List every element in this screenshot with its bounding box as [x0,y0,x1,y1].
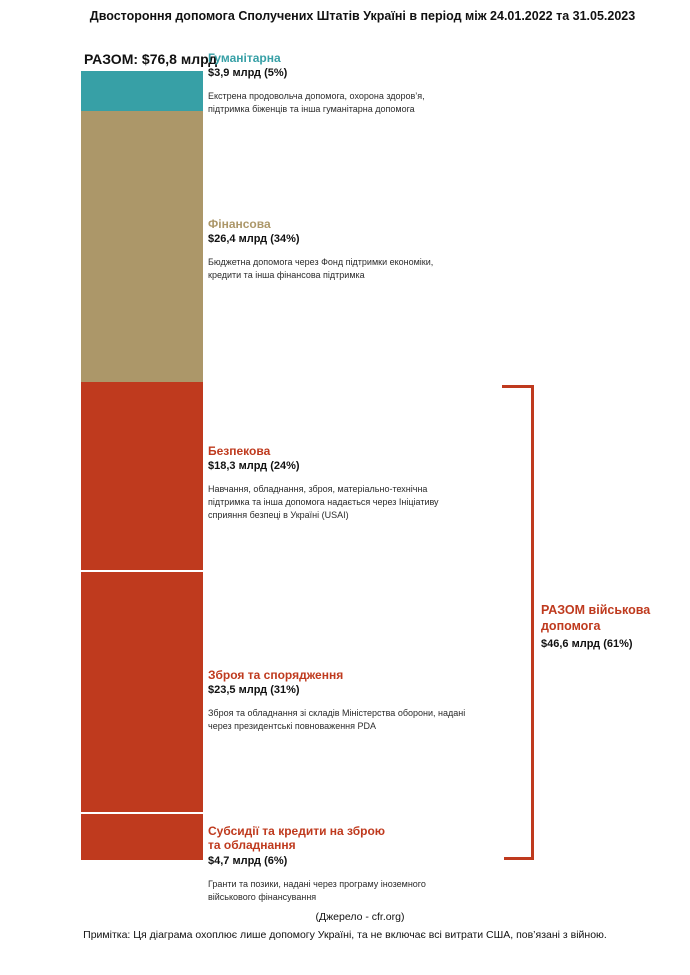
segment-description: Бюджетна допомога через Фонд підтримки економіки, кредити та інша фінансова підтримка [208,257,434,281]
military-total-name: РАЗОМ військова допомога [541,603,651,634]
segment-name: Зброя та спорядження [208,668,344,682]
segment-description: Зброя та обладнання зі складів Міністерства оборони, надані через президентські повноваження PDA [208,708,466,732]
segment-name: Фінансова [208,217,271,231]
military-bracket-line [531,385,534,860]
footnote: Примітка: Ця діаграма охоплює лише допомогу Україні, та не включає всі витрати США, пов’язані з війною. [83,929,607,941]
chart-title: Двостороння допомога Сполучених Штатів Україні в період між 24.01.2022 та 31.05.2023 [89,9,636,23]
segment-label-financial [208,217,440,282]
military-bracket-tick-top [502,385,534,388]
segment-name: Безпекова [208,444,271,458]
segment-description: Екстрена продовольча допомога, охорона здоров’я, підтримка біженців та інша гуманітарна допомога [208,91,425,115]
segment-description: Гранти та позики, надані через програму іноземного військового фінансування [208,878,426,902]
bar-segment-humanitarian [81,71,203,111]
segment-amount: $23,5 млрд (31%) [208,684,300,697]
segment-amount: $3,9 млрд (5%) [208,67,288,80]
bar-segment-subsidies [81,812,203,860]
stacked-bar [81,71,203,860]
military-total-label [541,602,663,650]
segment-description: Навчання, обладнання, зброя, матеріально-технічна підтримка та інша допомога надається через Ініціативу сприяння безпеці в Україні (USAI) [208,484,439,521]
bar-segment-security [81,382,203,570]
segment-amount: $4,7 млрд (6%) [208,854,288,867]
segment-name: Гуманітарна [208,51,281,65]
segment-label-security [208,444,446,523]
segment-label-humanitarian [208,51,436,116]
military-bracket-tick-bottom [504,857,534,860]
bar-segment-financial [81,111,203,382]
military-total-amount: $46,6 млрд (61%) [541,637,633,650]
segment-label-weapons [208,668,480,733]
segment-name: Субсидії та кредити на зброю та обладнання [208,824,386,853]
grand-total-label: РАЗОМ: $76,8 млрд [84,51,218,67]
segment-amount: $18,3 млрд (24%) [208,460,300,473]
bar-segment-weapons [81,570,203,811]
segment-amount: $26,4 млрд (34%) [208,233,300,246]
segment-label-subsidies [208,824,446,904]
source-note: (Джерело - cfr.org) [315,911,405,923]
